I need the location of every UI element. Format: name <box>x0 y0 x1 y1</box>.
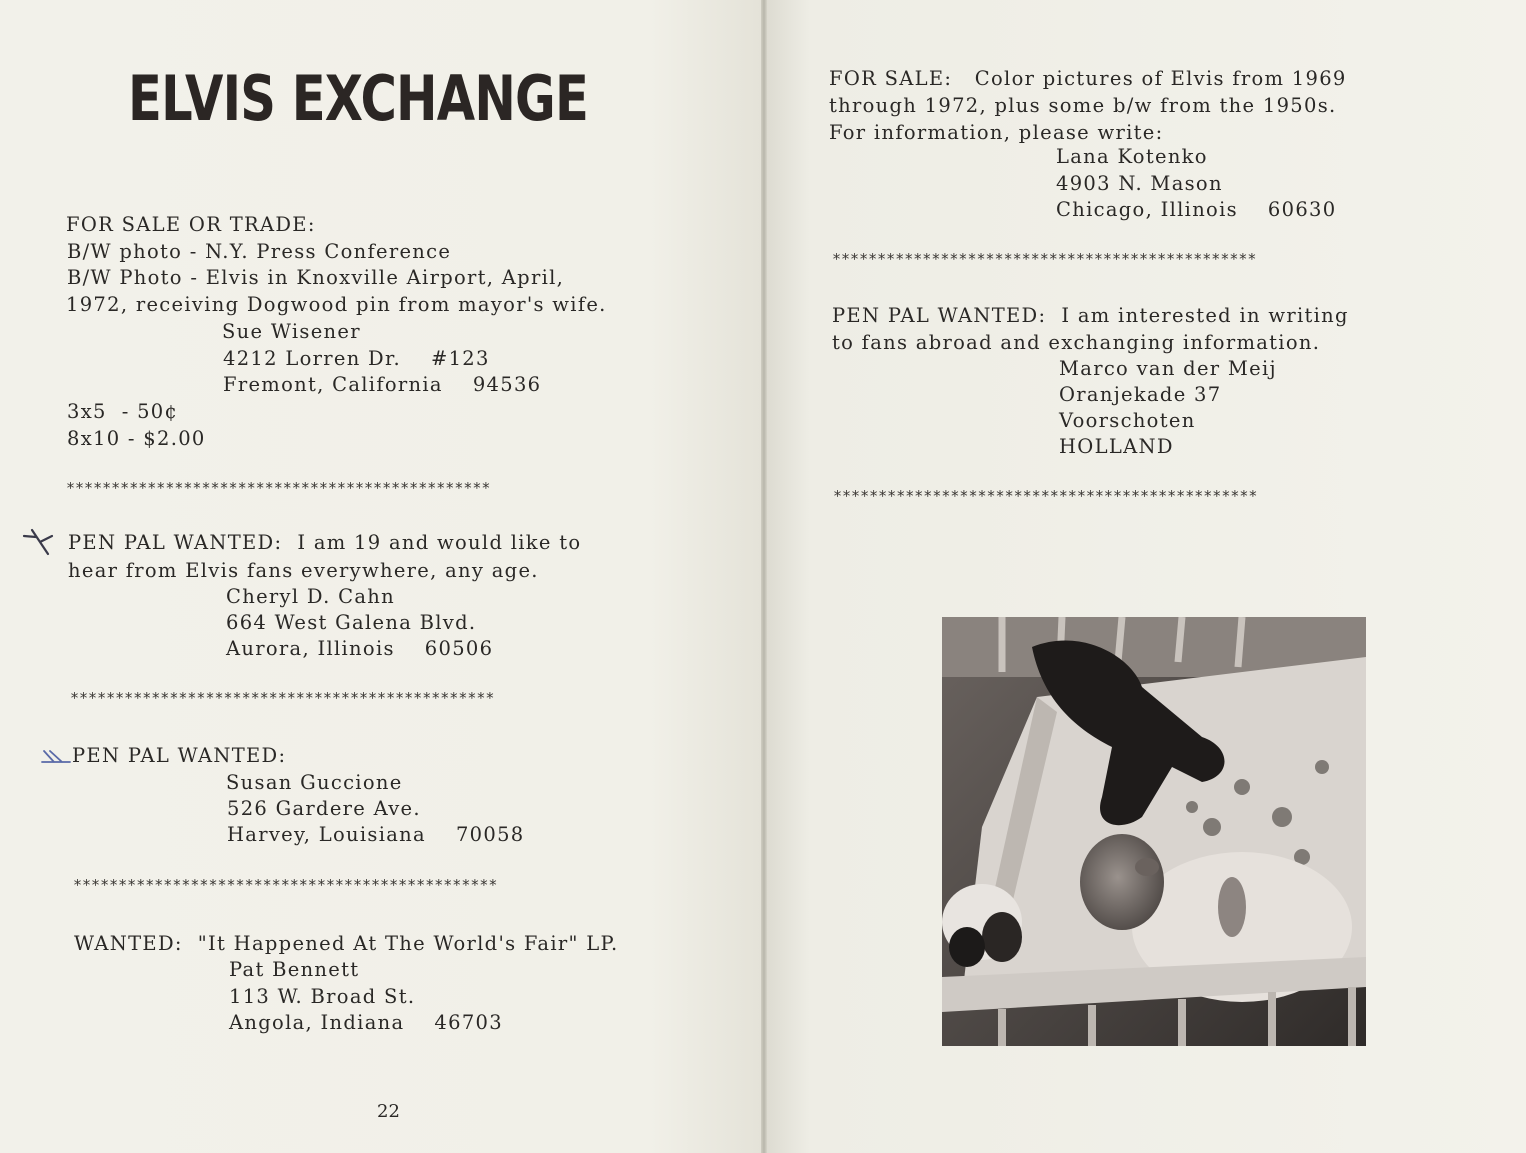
separator-stars: *********************************************** <box>73 876 498 894</box>
ad-text-line: For information, please write: <box>829 121 1164 144</box>
ad-heading-line: FOR SALE: Color pictures of Elvis from 1969 <box>829 67 1347 90</box>
contact-street: 526 Gardere Ave. <box>227 797 421 820</box>
contact-name: Marco van der Meij <box>1059 357 1277 380</box>
price-line: 3x5 - 50¢ <box>67 400 179 423</box>
ad-text-line: B/W photo - N.Y. Press Conference <box>67 240 452 263</box>
separator-stars: *********************************************** <box>70 689 495 707</box>
contact-street: Oranjekade 37 <box>1059 383 1222 406</box>
ad-text-line: to fans abroad and exchanging information. <box>832 331 1321 354</box>
separator-stars: *********************************************** <box>833 487 1258 505</box>
ad-text-line: hear from Elvis fans everywhere, any age. <box>68 559 539 582</box>
contact-name: Cheryl D. Cahn <box>226 585 395 608</box>
ad-heading-line: WANTED: "It Happened At The World's Fair" LP. <box>74 932 619 955</box>
separator-stars: *********************************************** <box>832 250 1257 268</box>
ad-text-line: B/W Photo - Elvis in Knoxville Airport, April, <box>67 266 565 289</box>
ad-heading-line: PEN PAL WANTED: I am interested in writing <box>832 304 1349 327</box>
contact-city: Voorschoten <box>1059 409 1196 432</box>
ad-heading-line: FOR SALE OR TRADE: <box>66 213 316 236</box>
ad-heading-line: PEN PAL WANTED: I am 19 and would like to <box>68 531 582 554</box>
contact-street: 4212 Lorren Dr. #123 <box>223 347 490 370</box>
contact-city: Aurora, Illinois 60506 <box>226 637 494 660</box>
contact-city: Angola, Indiana 46703 <box>229 1011 503 1034</box>
contact-street: 4903 N. Mason <box>1056 172 1223 195</box>
price-line: 8x10 - $2.00 <box>67 427 206 450</box>
contact-city: Chicago, Illinois 60630 <box>1056 198 1337 221</box>
contact-name: Pat Bennett <box>229 958 360 981</box>
contact-name: Lana Kotenko <box>1056 145 1208 168</box>
contact-country: HOLLAND <box>1059 435 1174 458</box>
handwritten-arrow-mark <box>40 748 72 768</box>
contact-street: 113 W. Broad St. <box>229 985 416 1008</box>
baby-in-crib-photo <box>942 617 1366 1046</box>
photo-illustration <box>942 617 1366 1046</box>
contact-city: Harvey, Louisiana 70058 <box>227 823 525 846</box>
separator-stars: *********************************************** <box>66 479 491 497</box>
contact-street: 664 West Galena Blvd. <box>226 611 477 634</box>
handwritten-check-mark <box>22 526 56 558</box>
contact-city: Fremont, California 94536 <box>223 373 542 396</box>
ad-text-line: through 1972, plus some b/w from the 1950s. <box>829 94 1337 117</box>
book-gutter <box>761 0 767 1153</box>
page-title: ELVIS EXCHANGE <box>128 62 589 135</box>
contact-name: Sue Wisener <box>222 320 361 343</box>
ad-text-line: 1972, receiving Dogwood pin from mayor's wife. <box>66 293 607 316</box>
contact-name: Susan Guccione <box>226 771 403 794</box>
page-number: 22 <box>377 1101 400 1122</box>
ad-heading-line: PEN PAL WANTED: <box>72 744 287 767</box>
